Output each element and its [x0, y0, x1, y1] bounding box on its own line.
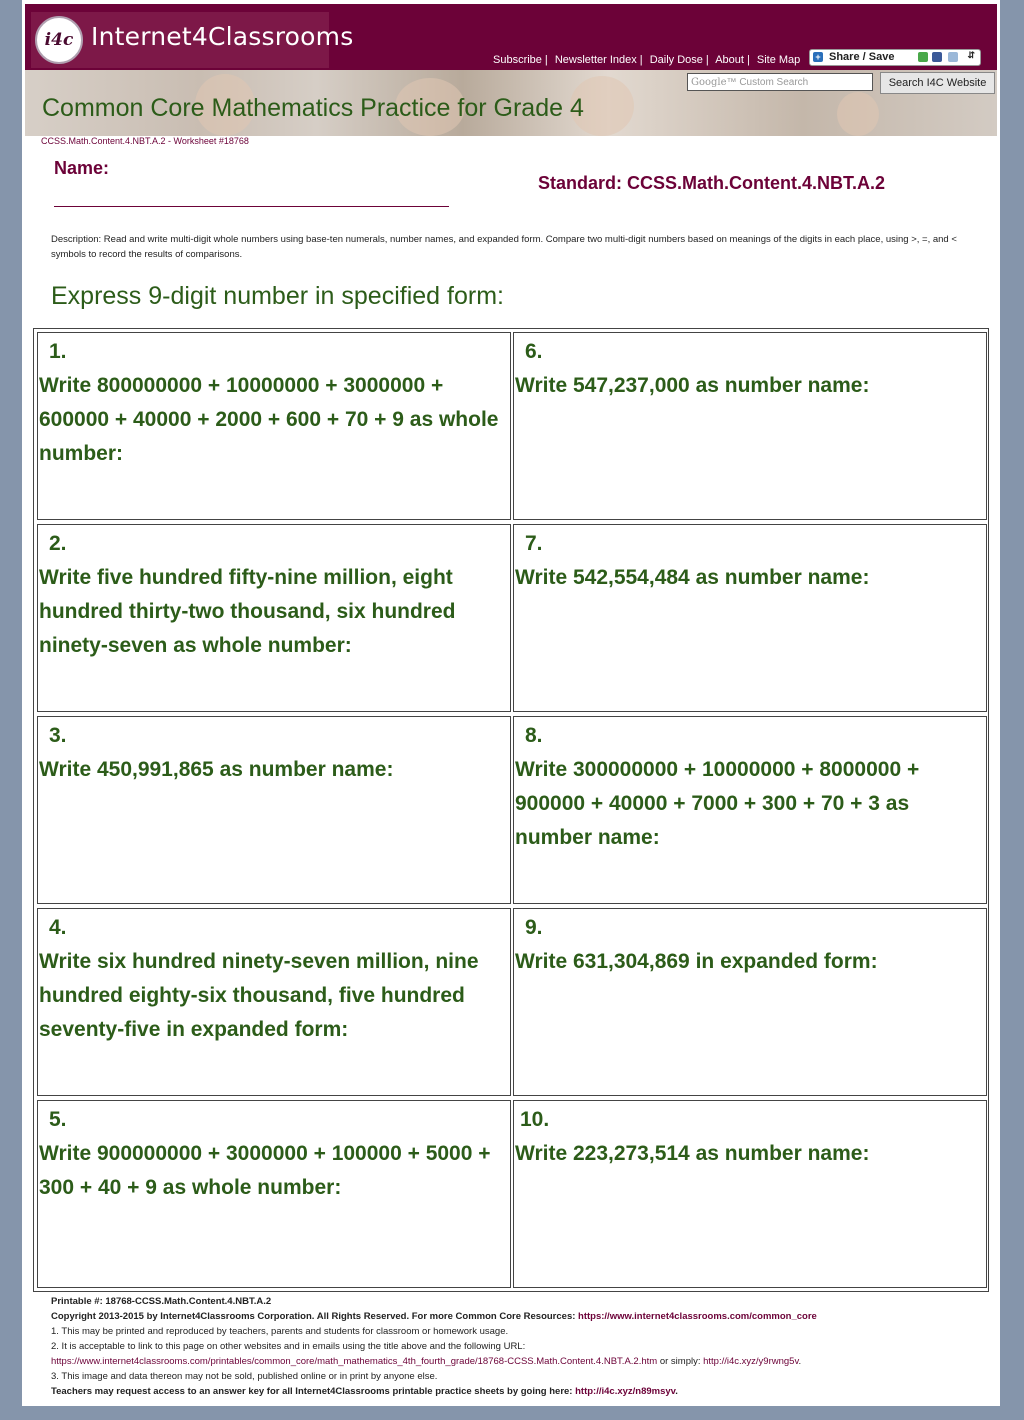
copyright-text: Copyright 2013-2015 by Internet4Classrooms Corporation. All Rights Reserved. For more Common Core Resources: — [51, 1311, 576, 1322]
question-text: Write 542,554,484 as number name: — [515, 566, 870, 589]
printable-number: Printable #: 18768-CCSS.Math.Content.4.NBT.A.2 — [51, 1296, 272, 1307]
question-cell-4 — [37, 908, 511, 1096]
question-text: Write five hundred fifty-nine million, eight hundred thirty-two thousand, six hundred ninety-seven as whole number: — [39, 566, 456, 657]
share-label: Share / Save — [829, 51, 895, 63]
question-cell-3 — [37, 716, 511, 904]
worksheet-url-link[interactable]: https://www.internet4classrooms.com/printables/common_core/math_mathematics_4th_fourth_grade/18768-CCSS.Math.Content.4.NBT.A.2.htm — [51, 1356, 658, 1367]
nav-newsletter-index[interactable]: Newsletter Index — [554, 54, 637, 66]
questions-grid — [33, 328, 989, 1292]
i4c-logo-icon: i4c — [35, 16, 83, 64]
nav-separator: | — [705, 54, 709, 66]
answer-key-text: Teachers may request access to an answer key for all Internet4Classrooms printable practice sheets by going here: — [51, 1386, 573, 1397]
page-title: Common Core Mathematics Practice for Grade 4 — [42, 94, 584, 122]
question-cell-6 — [513, 332, 987, 520]
chevron-down-icon: ⇵ — [967, 50, 975, 60]
nav-subscribe[interactable]: Subscribe — [493, 54, 542, 66]
answer-key-line: Teachers may request access to an answer key for all Internet4Classrooms printable practice sheets by going here: http://i4c.xyz/n89msyv. — [51, 1386, 678, 1397]
site-header — [25, 4, 997, 70]
question-text: Write 450,991,865 as number name: — [39, 758, 394, 781]
site-logo[interactable] — [31, 12, 354, 68]
email-share-icon — [918, 52, 928, 62]
description: Description: Read and write multi-digit whole numbers using base-ten numerals, number names, and expanded form. Compare two multi-digit numbers based on meanings of the digits in each place, using >, =, and < symbols to record the results of comparisons. — [51, 234, 957, 260]
question-cell-5 — [37, 1100, 511, 1288]
copyright-line — [51, 1309, 991, 1324]
question-number: 10. — [520, 1108, 550, 1131]
nav-separator: | — [746, 54, 750, 66]
nav-separator: | — [639, 54, 643, 66]
usage-line-3: 3. This image and data thereon may not be sold, published online or in print by anyone else. — [51, 1371, 438, 1382]
banner-photo-figure — [837, 92, 879, 136]
question-number: 4. — [49, 916, 67, 939]
standard-label: Standard: CCSS.Math.Content.4.NBT.A.2 — [538, 173, 886, 193]
section-heading: Express 9-digit number in specified form: — [51, 282, 504, 310]
nav-separator: | — [544, 54, 548, 66]
question-cell-10 — [513, 1100, 987, 1288]
short-url-link[interactable]: http://i4c.xyz/y9rwng5v — [703, 1356, 799, 1367]
question-text: Write 900000000 + 3000000 + 100000 + 5000 + 300 + 40 + 9 as whole number: — [39, 1142, 491, 1199]
question-number: 8. — [525, 724, 543, 747]
question-cell-8 — [513, 716, 987, 904]
question-number: 9. — [525, 916, 543, 939]
question-number: 5. — [49, 1108, 67, 1131]
page-footer — [51, 1294, 991, 1399]
question-text: Write 300000000 + 10000000 + 8000000 + 900000 + 40000 + 7000 + 300 + 70 + 3 as number name: — [515, 758, 920, 849]
question-number: 3. — [49, 724, 67, 747]
question-text: Write 800000000 + 10000000 + 3000000 + 600000 + 40000 + 2000 + 600 + 70 + 9 as whole number: — [39, 374, 499, 465]
url-line: https://www.internet4classrooms.com/printables/common_core/math_mathematics_4th_fourth_grade/18768-CCSS.Math.Content.4.NBT.A.2.htm or simply: http://i4c.xyz/y9rwng5v. — [51, 1356, 802, 1367]
question-text: Write six hundred ninety-seven million, nine hundred eighty-six thousand, five hundred seventy-five in expanded form: — [39, 950, 479, 1041]
or-simply-text: or simply: — [659, 1356, 701, 1367]
nav-daily-dose[interactable]: Daily Dose — [649, 54, 703, 66]
twitter-icon — [948, 52, 958, 62]
top-nav — [493, 54, 800, 66]
search-placeholder: Custom Search — [739, 77, 809, 88]
question-text: Write 631,304,869 in expanded form: — [515, 950, 878, 973]
question-cell-2 — [37, 524, 511, 712]
nav-about[interactable]: About — [715, 54, 744, 66]
question-cell-1 — [37, 332, 511, 520]
worksheet-page — [22, 0, 1000, 1406]
google-logo: Google — [691, 77, 727, 88]
worksheet-reference: CCSS.Math.Content.4.NBT.A.2 - Worksheet #18768 — [41, 136, 249, 146]
name-write-line — [54, 206, 449, 207]
question-text: Write 547,237,000 as number name: — [515, 374, 870, 397]
plus-icon: + — [813, 52, 823, 62]
question-number: 6. — [525, 340, 543, 363]
share-button[interactable] — [809, 49, 981, 66]
question-number: 1. — [49, 340, 67, 363]
logo-text: Internet4Classrooms — [91, 22, 354, 51]
nav-site-map[interactable]: Site Map — [756, 54, 801, 66]
question-cell-7 — [513, 524, 987, 712]
question-number: 2. — [49, 532, 67, 555]
answer-key-link[interactable]: http://i4c.xyz/n89msyv — [575, 1386, 676, 1397]
common-core-link[interactable]: https://www.internet4classrooms.com/common_core — [578, 1311, 817, 1322]
search-button[interactable]: Search I4C Website — [880, 72, 995, 94]
usage-line-1: 1. This may be printed and reproduced by teachers, parents and students for classroom or homework usage. — [51, 1326, 509, 1337]
search-input[interactable]: Google™ Custom Search — [687, 73, 873, 91]
usage-line-2: 2. It is acceptable to link to this page on other websites and in emails using the title above and the following URL: — [51, 1341, 526, 1352]
name-label: Name: — [54, 158, 110, 178]
facebook-icon — [932, 52, 942, 62]
question-cell-9 — [513, 908, 987, 1096]
question-number: 7. — [525, 532, 543, 555]
question-text: Write 223,273,514 as number name: — [515, 1142, 870, 1165]
